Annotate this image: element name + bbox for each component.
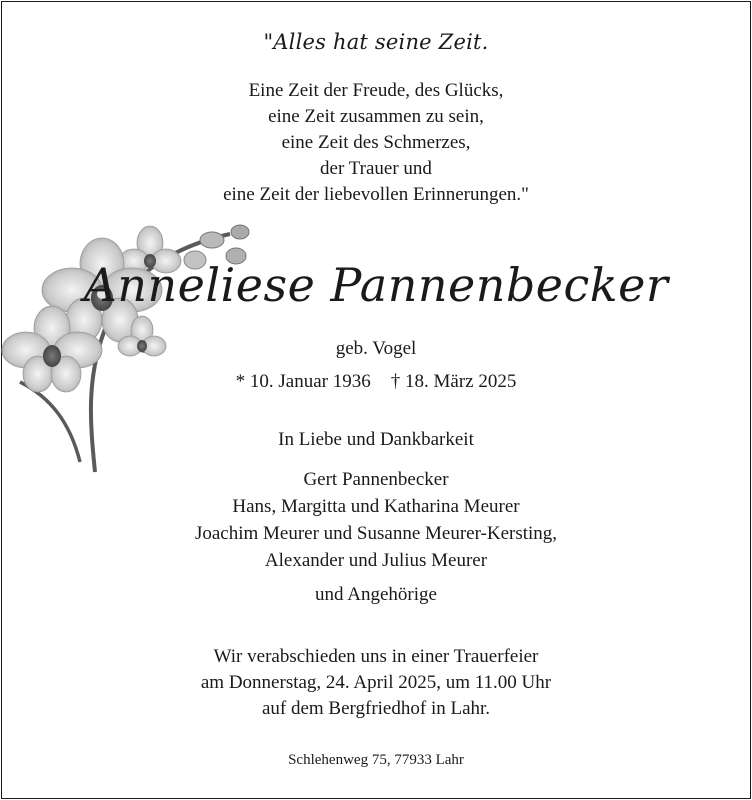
maiden-name: geb. Vogel: [335, 338, 417, 359]
life-dates: [0, 371, 752, 393]
mourner-line: Alexander und Julius Meurer: [264, 550, 488, 571]
mourner-line: Joachim Meurer und Susanne Meurer-Kersting,: [194, 523, 558, 544]
relatives-text: und Angehörige: [315, 584, 437, 605]
quote-line: eine Zeit zusammen zu sein,: [268, 106, 484, 127]
quote-line: eine Zeit des Schmerzes,: [281, 132, 471, 153]
ceremony-block: [0, 644, 752, 722]
quote-line: Eine Zeit der Freude, des Glücks,: [248, 80, 504, 101]
ceremony-line: Wir verabschieden uns in einer Trauerfeier: [213, 646, 539, 667]
ceremony-line: auf dem Bergfriedhof in Lahr.: [261, 698, 491, 719]
quote-line: der Trauer und: [320, 158, 432, 179]
motto-heading: "Alles hat seine Zeit.: [263, 30, 489, 54]
ceremony-line: am Donnerstag, 24. April 2025, um 11.00 Uhr: [200, 672, 552, 693]
deceased-name: Anneliese Pannenbecker: [83, 258, 669, 312]
birth-date: * 10. Januar 1936: [235, 371, 371, 392]
death-date: † 18. März 2025: [390, 371, 517, 392]
intro-text: In Liebe und Dankbarkeit: [278, 429, 474, 450]
mourner-line: Hans, Margitta und Katharina Meurer: [232, 496, 520, 517]
mourners-list: [0, 466, 752, 574]
address-text: Schlehenweg 75, 77933 Lahr: [288, 752, 464, 768]
mourner-line: Gert Pannenbecker: [303, 469, 449, 490]
quote-block: [0, 78, 752, 208]
quote-line: eine Zeit der liebevollen Erinnerungen.": [223, 184, 529, 205]
